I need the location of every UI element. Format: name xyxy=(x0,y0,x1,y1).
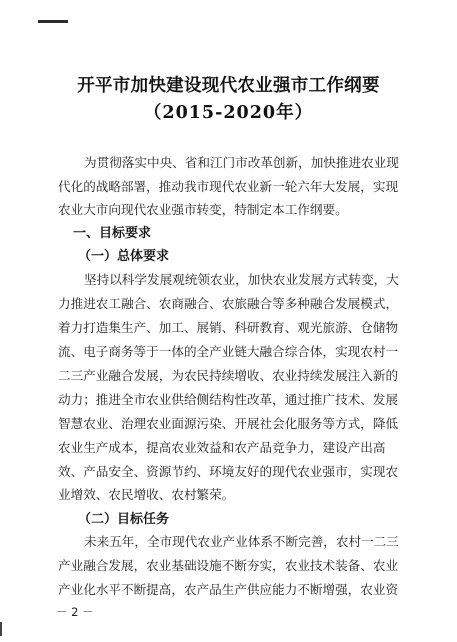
body-line: 二三产业融合发展，为农民持续增收、农业持续发展注入新的 xyxy=(58,368,399,383)
body-line: 力推进农工融合、农商融合、农旅融合等多种融合发展模式， xyxy=(58,296,399,311)
subsection-heading-overall: （一）总体要求 xyxy=(78,249,170,264)
page-number: － 2 － xyxy=(56,605,94,619)
body-line: 坚持以科学发展观统领农业，加快农业发展方式转变，大 xyxy=(84,272,399,287)
body-line: 业增效、农民增收、农村繁荣。 xyxy=(58,487,235,502)
body-line: 智慧农业、治理农业面源污染、开展社会化服务等方式，降低 xyxy=(58,416,399,431)
body-line: 产业化水平不断提高，农产品生产供应能力不断增强，农业资 xyxy=(58,582,399,597)
intro-line: 为贯彻落实中央、省和江门市改革创新，加快推进农业现 xyxy=(84,155,399,170)
body-line: 产业融合发展，农业基础设施不断夯实，农业技术装备、农业 xyxy=(58,558,399,573)
subsection-heading-tasks: （二）目标任务 xyxy=(78,512,170,527)
body-line: 农业生产成本，提高农业效益和农产品竞争力，建设产出高 xyxy=(58,440,386,455)
intro-line: 代化的战略部署，推动我市现代农业新一轮六年大发展，实现 xyxy=(58,179,399,194)
intro-line: 农业大市向现代农业强市转变，特制定本工作纲要。 xyxy=(58,202,348,217)
scan-mark xyxy=(38,20,68,23)
body-line: 效、产品安全、资源节约、环境友好的现代农业强市，实现农 xyxy=(58,464,399,479)
body-line: 着力打造集生产、加工、展销、科研教育、观光旅游、仓储物 xyxy=(58,320,399,335)
body-line: 未来五年，全市现代农业产业体系不断完善，农村一二三 xyxy=(84,534,399,549)
body-line: 动力；推进全市农业供给侧结构性改革，通过推广技术、发展 xyxy=(58,392,399,407)
scan-edge-mark xyxy=(0,622,2,636)
body-line: 流、电子商务等于一体的全产业链大融合综合体，实现农村一 xyxy=(58,344,399,359)
document-subtitle-years: （2015-2020年） xyxy=(143,103,314,123)
section-heading-goals: 一、目标要求 xyxy=(73,226,152,241)
document-title: 开平市加快建设现代农业强市工作纲要 xyxy=(77,76,380,96)
